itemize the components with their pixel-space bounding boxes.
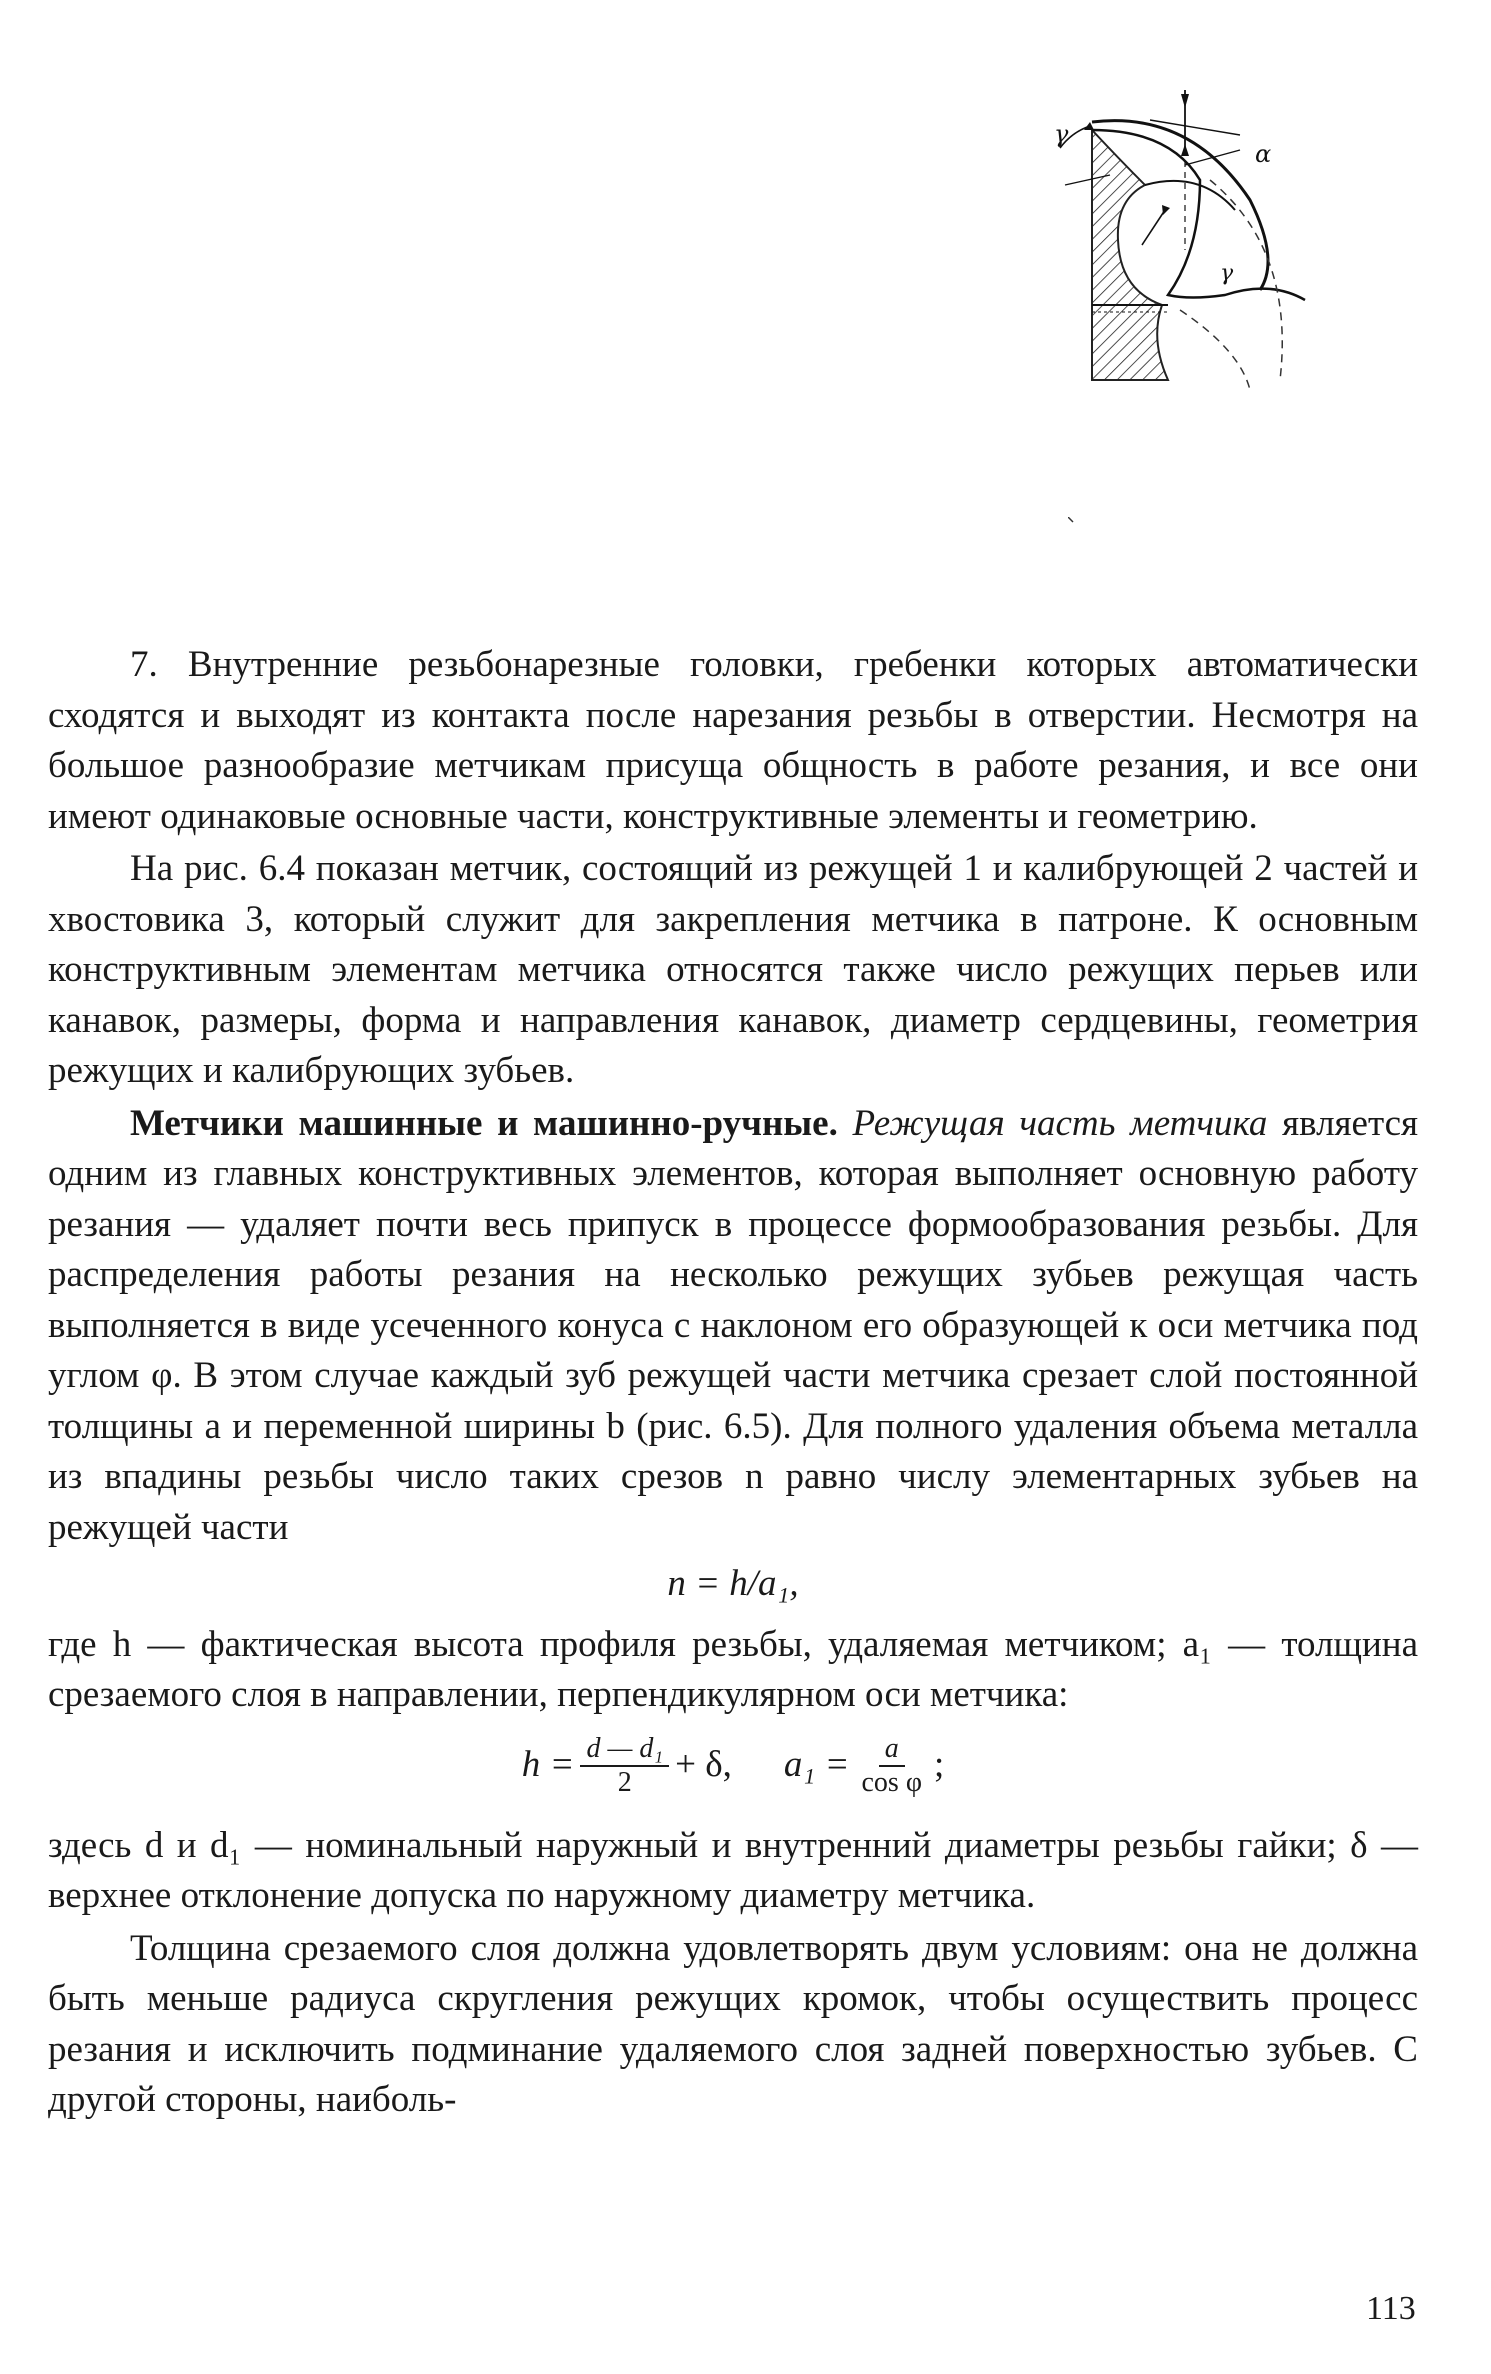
paragraph-where-h: где h — фактическая высота профиля резьбы, удаляемая метчиком; a₁ — толщина срезаемого слоя в направлении, перпендикулярном оси метчика: bbox=[48, 1623, 1418, 1715]
paragraph-tap-parts: На рис. 6.4 показан метчик, состоящий из режущей 1 и калибрующей 2 частей и хвостовика 3, который служит для закрепления метчика в патроне. К основным конструктивным элементам метчика относятся также число режущих перьев или канавок, размеры, форма и направления канавок, диаметр сердцевины, геометрия режущих и калибрующих зубьев. bbox=[48, 848, 1418, 1091]
page-number: 113 bbox=[1366, 2290, 1416, 2327]
formula-h-lhs: h = bbox=[521, 1744, 575, 1786]
stray-mark bbox=[1068, 510, 1074, 516]
formula-n: n = h/a₁, bbox=[667, 1563, 799, 1604]
paragraph-machine-taps bbox=[48, 1099, 1418, 1554]
paragraph-layer-thickness: Толщина срезаемого слоя должна удовлетворять двум условиям: она не должна быть меньше радиуса скругления режущих кромок, чтобы осуществить процесс резания и исключить подминание удаляемого слоя задней поверхностью зубьев. С другой стороны, наиболь- bbox=[48, 1927, 1418, 2120]
tap-section-figure bbox=[1050, 90, 1310, 390]
fraction-h bbox=[580, 1733, 669, 1799]
formula-a1 bbox=[784, 1733, 944, 1799]
formula-a1-lhs: a₁ = bbox=[783, 1744, 850, 1786]
formula-h-a1 bbox=[48, 1733, 1418, 1799]
fraction-h-denominator: 2 bbox=[617, 1766, 632, 1798]
gamma-label-left: γ bbox=[1054, 120, 1069, 148]
formula-h bbox=[522, 1733, 732, 1799]
alpha-label: α bbox=[1255, 140, 1272, 168]
paragraph-internal-heads: 7. Внутренние резьбонарезные головки, гребенки которых автоматически сходятся и выходят из контакта после нарезания резьбы в отверстии. Несмотря на большое разнообразие метчикам присуща общность в работе резания, и все они имеют одинаковые основные части, конструктивные элементы и геометрию. bbox=[48, 644, 1418, 837]
term-cutting-part: Режущая часть метчика bbox=[852, 1102, 1268, 1144]
formula-h-tail: + δ, bbox=[675, 1744, 732, 1786]
section-heading: Метчики машинные и машинно-ручные. bbox=[130, 1102, 838, 1144]
fraction-a1-denominator: cos φ bbox=[861, 1766, 922, 1798]
gamma-label-inner: γ bbox=[1220, 261, 1234, 286]
paragraph-machine-taps-body: является одним из главных конструктивных элементов, которая выполняет основную работу резания — удаляет почти весь припуск в процессе формообразования резьбы. Для распределения работы резания на несколько режущих зубьев режущая часть выполняется в виде усеченного конуса с наклоном его образующей к оси метчика под углом φ. В этом случае каждый зуб режущей части метчика срезает слой постоянной толщины a и переменной ширины b (рис. 6.5). Для полного удаления объема металла из впадины резьбы число таких срезов n равно числу элементарных зубьев на режущей части bbox=[48, 1102, 1419, 1548]
fraction-a1-numerator: a bbox=[879, 1733, 905, 1767]
paragraph-here-d: здесь d и d₁ — номинальный наружный и внутренний диаметры резьбы гайки; δ — верхнее отклонение допуска по наружному диаметру метчика. bbox=[48, 1824, 1418, 1916]
fraction-a1 bbox=[856, 1733, 928, 1799]
formula-a1-tail: ; bbox=[933, 1744, 945, 1786]
body-text bbox=[48, 640, 1418, 2128]
fraction-h-numerator: d — d₁ bbox=[580, 1733, 669, 1767]
